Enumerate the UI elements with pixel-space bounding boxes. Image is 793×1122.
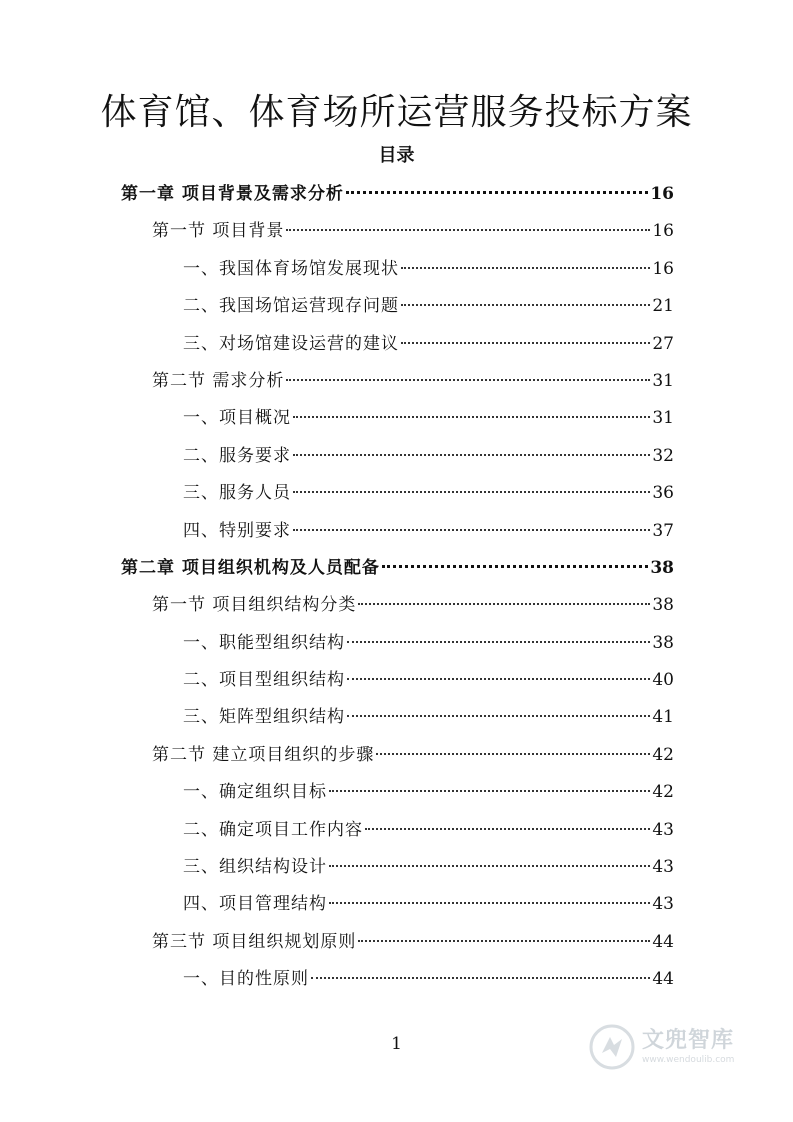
- toc-entry-label: 一、确定组织目标: [183, 782, 327, 803]
- toc-dot-leader: [358, 603, 650, 605]
- toc-dot-leader: [347, 641, 650, 643]
- toc-entry[interactable]: [121, 176, 674, 213]
- toc-entry-label: 第三节 项目组织规划原则: [152, 931, 357, 952]
- toc-entry-label: 二、确定项目工作内容: [183, 819, 363, 840]
- toc-entry-page: 42: [652, 782, 674, 803]
- toc-entry-page: 38: [650, 557, 674, 578]
- toc-entry-label: 第二节 需求分析: [152, 370, 285, 391]
- toc-dot-leader: [401, 267, 650, 269]
- toc-entry-label: 第二章 项目组织机构及人员配备: [121, 557, 380, 578]
- toc-entry-label: 二、服务要求: [183, 445, 291, 466]
- toc-entry-label: 第一章 项目背景及需求分析: [121, 184, 344, 204]
- toc-dot-leader: [382, 565, 648, 568]
- toc-entry-page: 37: [652, 520, 674, 541]
- toc-entry-label: 第一节 项目组织结构分类: [152, 595, 357, 616]
- watermark-brand: 文兜智库: [642, 1028, 735, 1053]
- toc-dot-leader: [401, 304, 650, 306]
- toc-entry-page: 27: [652, 333, 674, 354]
- toc-entry-label: 三、对场馆建设运营的建议: [183, 333, 399, 354]
- toc-entry-page: 31: [652, 370, 674, 391]
- toc-entry-page: 16: [650, 184, 674, 204]
- toc-entry-page: 16: [652, 258, 674, 279]
- toc-entry[interactable]: [121, 251, 674, 288]
- toc-entry[interactable]: [121, 587, 674, 624]
- toc-entry-page: 36: [652, 483, 674, 504]
- toc-entry-page: 38: [652, 595, 674, 616]
- toc-entry[interactable]: [121, 961, 674, 998]
- toc-entry-page: 38: [652, 632, 674, 653]
- toc-entry[interactable]: [121, 625, 674, 662]
- toc-dot-leader: [293, 416, 650, 418]
- toc-entry-page: 41: [652, 707, 674, 728]
- toc-entry[interactable]: [121, 363, 674, 400]
- toc-entry[interactable]: [121, 400, 674, 437]
- wendou-logo-icon: [588, 1023, 636, 1071]
- toc-entry[interactable]: [121, 550, 674, 587]
- toc-entry-label: 二、项目型组织结构: [183, 670, 345, 691]
- toc-entry[interactable]: [121, 849, 674, 886]
- document-title: 体育馆、体育场所运营服务投标方案: [100, 92, 693, 133]
- toc-entry[interactable]: [121, 475, 674, 512]
- toc-dot-leader: [286, 379, 650, 381]
- toc-dot-leader: [347, 678, 650, 680]
- toc-entry-label: 三、矩阵型组织结构: [183, 707, 345, 728]
- toc-entry-page: 43: [652, 894, 674, 915]
- toc-entry-page: 40: [652, 670, 674, 691]
- toc-entry[interactable]: [121, 662, 674, 699]
- toc-entry-label: 一、项目概况: [183, 408, 291, 429]
- toc-entry[interactable]: [121, 288, 674, 325]
- toc-dot-leader: [329, 790, 650, 792]
- toc-dot-leader: [358, 940, 650, 942]
- page-number: 1: [391, 1034, 402, 1054]
- toc-dot-leader: [311, 977, 650, 979]
- toc-dot-leader: [347, 715, 650, 717]
- toc-entry[interactable]: [121, 737, 674, 774]
- toc-dot-leader: [293, 529, 650, 531]
- watermark: [588, 1020, 768, 1074]
- toc-entry-label: 三、服务人员: [183, 483, 291, 504]
- toc-entry[interactable]: [121, 326, 674, 363]
- toc-entry-label: 四、项目管理结构: [183, 894, 327, 915]
- toc-dot-leader: [346, 191, 648, 194]
- toc-dot-leader: [293, 454, 650, 456]
- toc-entry-label: 第一节 项目背景: [152, 221, 285, 242]
- toc-entry-page: 32: [652, 445, 674, 466]
- toc-entry[interactable]: [121, 699, 674, 736]
- toc-entry-page: 43: [652, 819, 674, 840]
- toc-entry[interactable]: [121, 438, 674, 475]
- toc-entry-page: 16: [652, 221, 674, 242]
- table-of-contents: [121, 176, 674, 999]
- toc-entry[interactable]: [121, 513, 674, 550]
- toc-entry-label: 第二节 建立项目组织的步骤: [152, 744, 375, 765]
- toc-dot-leader: [286, 229, 650, 231]
- toc-dot-leader: [365, 828, 650, 830]
- toc-entry-label: 一、目的性原则: [183, 969, 309, 990]
- toc-entry-label: 三、组织结构设计: [183, 857, 327, 878]
- toc-entry[interactable]: [121, 812, 674, 849]
- toc-entry-page: 43: [652, 857, 674, 878]
- toc-dot-leader: [329, 865, 650, 867]
- toc-entry-page: 44: [652, 931, 674, 952]
- toc-entry-label: 二、我国场馆运营现存问题: [183, 296, 399, 317]
- toc-entry-label: 四、特别要求: [183, 520, 291, 541]
- toc-entry[interactable]: [121, 213, 674, 250]
- toc-entry[interactable]: [121, 774, 674, 811]
- toc-entry-page: 31: [652, 408, 674, 429]
- toc-entry-label: 一、我国体育场馆发展现状: [183, 258, 399, 279]
- toc-dot-leader: [376, 753, 650, 755]
- toc-entry-page: 21: [652, 296, 674, 317]
- toc-entry[interactable]: [121, 924, 674, 961]
- toc-entry-page: 44: [652, 969, 674, 990]
- toc-dot-leader: [401, 342, 650, 344]
- watermark-url: www.wendoulib.com: [642, 1055, 735, 1065]
- toc-dot-leader: [293, 491, 650, 493]
- toc-entry[interactable]: [121, 886, 674, 923]
- toc-entry-page: 42: [652, 744, 674, 765]
- toc-entry-label: 一、职能型组织结构: [183, 632, 345, 653]
- toc-dot-leader: [329, 902, 650, 904]
- toc-heading: 目录: [378, 145, 415, 166]
